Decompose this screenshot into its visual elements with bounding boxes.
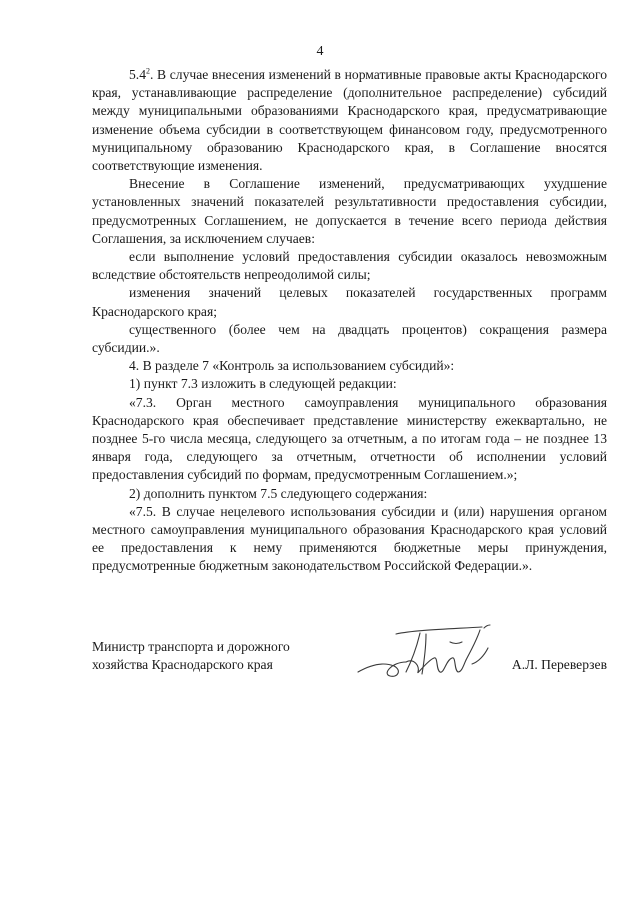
paragraph-5-4-2 bbox=[92, 66, 607, 175]
page-number: 4 bbox=[316, 44, 324, 59]
signer-position-line-2: хозяйства Краснодарского края bbox=[92, 657, 273, 673]
paragraph-amendment-restriction: Внесение в Соглашение изменений, предусматривающих ухудшение установленных значений показателей результативности предоставления субсидии, предусмотренных Соглашением, не допускается в течение всего периода действия Соглашения, за исключением случаев: bbox=[92, 176, 607, 246]
signer-position bbox=[92, 638, 290, 674]
paragraph-clause-7-5: «7.5. В случае нецелевого использования субсидии и (или) нарушения органом местного самоуправления муниципального образования Краснодарского края условий ее предоставления к нему применяются бюджетные меры принуждения, предусмотренные бюджетным законодательством Российской Федерации.». bbox=[92, 503, 607, 574]
paragraph-force-majeure: если выполнение условий предоставления субсидии оказалось невозможным вследствие обстоятельств непреодолимой силы; bbox=[92, 249, 607, 283]
paragraph-subsidy-reduction: существенного (более чем на двадцать процентов) сокращения размера субсидии.». bbox=[92, 321, 607, 356]
signer-name: А.Л. Переверзев bbox=[511, 657, 607, 672]
paragraph-text: . В случае внесения изменений в нормативные правовые акты Краснодарского края, устанавливающие распределение (дополнительное распределение) субсидий между муниципальными образованиями Краснодарского края, предусматривающие изменение объема субсидии в соответствующем финансовом году, предусмотренного муниципальному образованию Краснодарского края, в Соглашение вносятся соответствующие изменения. bbox=[92, 67, 607, 174]
paragraph-clause-7-3: «7.3. Орган местного самоуправления муниципального образования Краснодарского края обеспечивает представление министерству ежеквартально, не позднее 5-го числа месяца, следующего за отчетным, а по итогам года – не позднее 13 января года, следующего за отчетным, отчетности об исполнении условий предоставления субсидий по формам, предусмотренным Соглашением.»; bbox=[92, 394, 607, 483]
clause-number: 5.4 bbox=[129, 67, 146, 82]
paragraph-section-7: 4. В разделе 7 «Контроль за использованием субсидий»: bbox=[129, 358, 455, 374]
signature-block bbox=[92, 638, 607, 698]
clause-superscript: 2 bbox=[146, 66, 150, 76]
handwritten-signature bbox=[354, 622, 504, 684]
paragraph-item-2: 2) дополнить пунктом 7.5 следующего содержания: bbox=[129, 485, 428, 501]
paragraph-item-1: 1) пункт 7.3 изложить в следующей редакции: bbox=[129, 376, 397, 392]
paragraph-target-indicators: изменения значений целевых показателей государственных программ Краснодарского края; bbox=[92, 285, 607, 319]
signer-position-line-1: Министр транспорта и дорожного bbox=[92, 639, 290, 654]
document-body bbox=[92, 66, 607, 576]
